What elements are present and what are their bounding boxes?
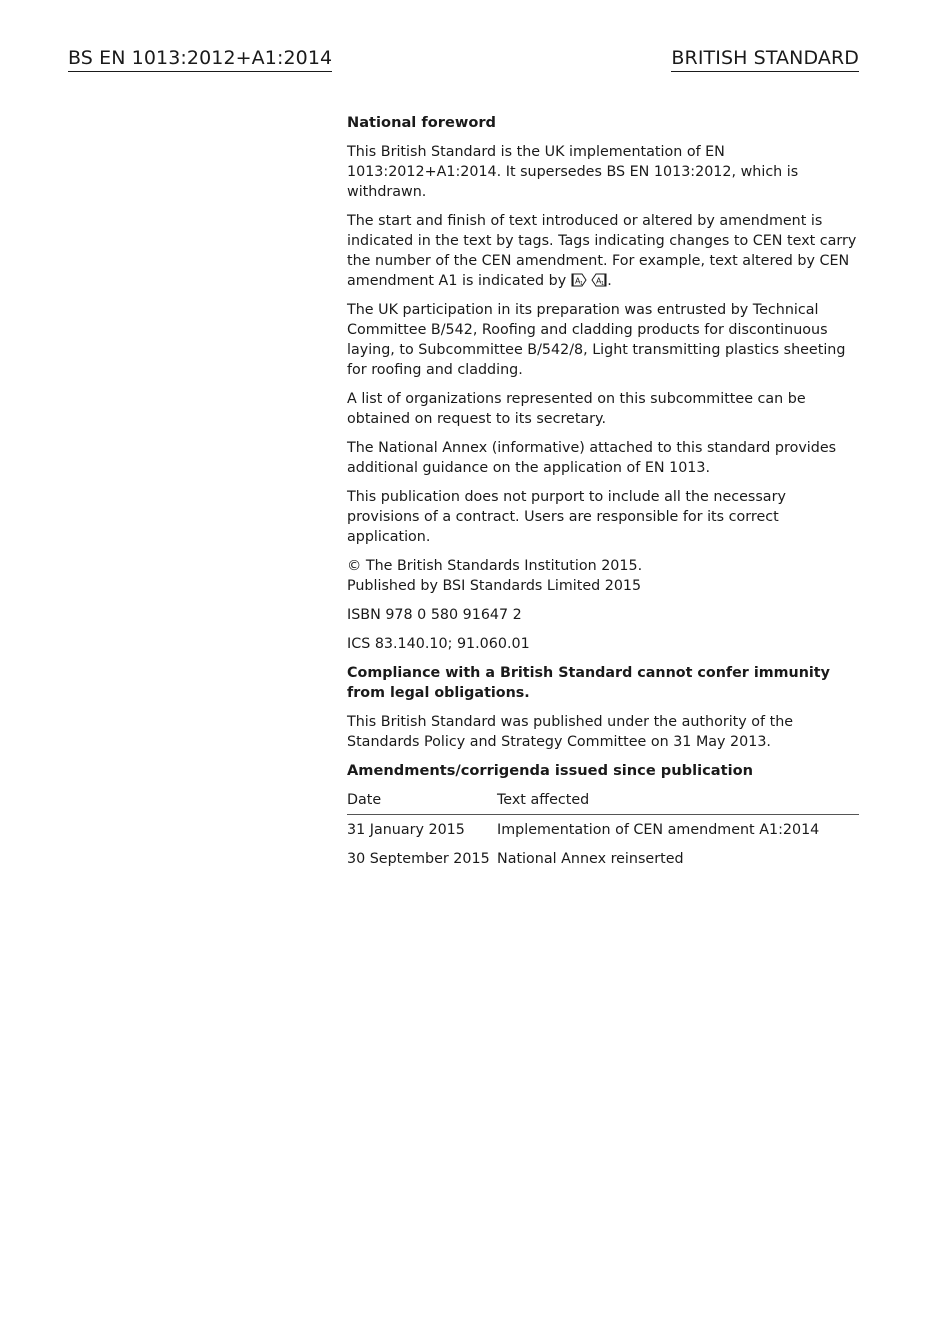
column-header-text-affected: Text affected — [497, 792, 590, 808]
table-header-row — [347, 790, 859, 815]
svg-text:A: A — [574, 276, 581, 286]
amendments-table — [347, 790, 859, 869]
amendments-title: Amendments/corrigenda issued since publication — [347, 762, 753, 779]
isbn: ISBN 978 0 580 91647 2 — [347, 607, 522, 623]
table-row — [347, 820, 859, 840]
amendment-text: National Annex reinserted — [497, 851, 684, 867]
svg-text:1: 1 — [579, 281, 583, 287]
authority-statement: This British Standard was published under the authority of the Standards Policy and Strategy Committee on 31 May 2013. — [347, 714, 794, 750]
amendment-date: 30 September 2015 — [347, 851, 490, 867]
paragraph-implementation: This British Standard is the UK implementation of EN 1013:2012+A1:2014. It supersedes BS EN 1013:2012, which is withdrawn. — [347, 144, 799, 200]
paragraph-amendment-tags — [347, 211, 859, 291]
svg-text:A: A — [596, 276, 602, 286]
table-row — [347, 849, 859, 869]
amendment-text: Implementation of CEN amendment A1:2014 — [497, 822, 820, 838]
ics-codes: ICS 83.140.10; 91.060.01 — [347, 636, 530, 652]
paragraph-organizations: A list of organizations represented on this subcommittee can be obtained on request to its secretary. — [347, 391, 806, 427]
document-id: BS EN 1013:2012+A1:2014 — [68, 46, 332, 72]
copyright-block — [347, 556, 859, 596]
compliance-notice: Compliance with a British Standard cannot confer immunity from legal obligations. — [347, 665, 830, 701]
paragraph-amendment-tags-text: The start and finish of text introduced or altered by amendment is indicated in the text by tags. Tags indicating changes to CEN text carry the number of the CEN amendment. For example, text altered by CEN amendment A1 is indicated by — [347, 213, 857, 289]
paragraph-national-annex: The National Annex (informative) attached to this standard provides additional guidance on the application of EN 1013. — [347, 440, 837, 476]
national-foreword-section — [347, 113, 859, 878]
section-title: National foreword — [347, 114, 497, 131]
paragraph-committee: The UK participation in its preparation was entrusted by Technical Committee B/542, Roofing and cladding products for discontinuous laying, to Subcommittee B/542/8, Light transmitting plastics sheeting for roofing and cladding. — [347, 302, 846, 378]
amendment-date: 31 January 2015 — [347, 822, 465, 838]
paragraph-provisions: This publication does not purport to include all the necessary provisions of a contract. Users are responsible for its correct application. — [347, 489, 786, 545]
paragraph-end-punctuation: . — [607, 273, 612, 289]
document-type: BRITISH STANDARD — [671, 46, 859, 72]
publisher-line: Published by BSI Standards Limited 2015 — [347, 578, 642, 594]
amendment-end-tag-icon — [591, 273, 607, 287]
amendment-start-tag-icon — [571, 273, 587, 287]
svg-text:1: 1 — [601, 281, 605, 287]
column-header-date: Date — [347, 792, 382, 808]
copyright-line: © The British Standards Institution 2015. — [347, 558, 643, 574]
